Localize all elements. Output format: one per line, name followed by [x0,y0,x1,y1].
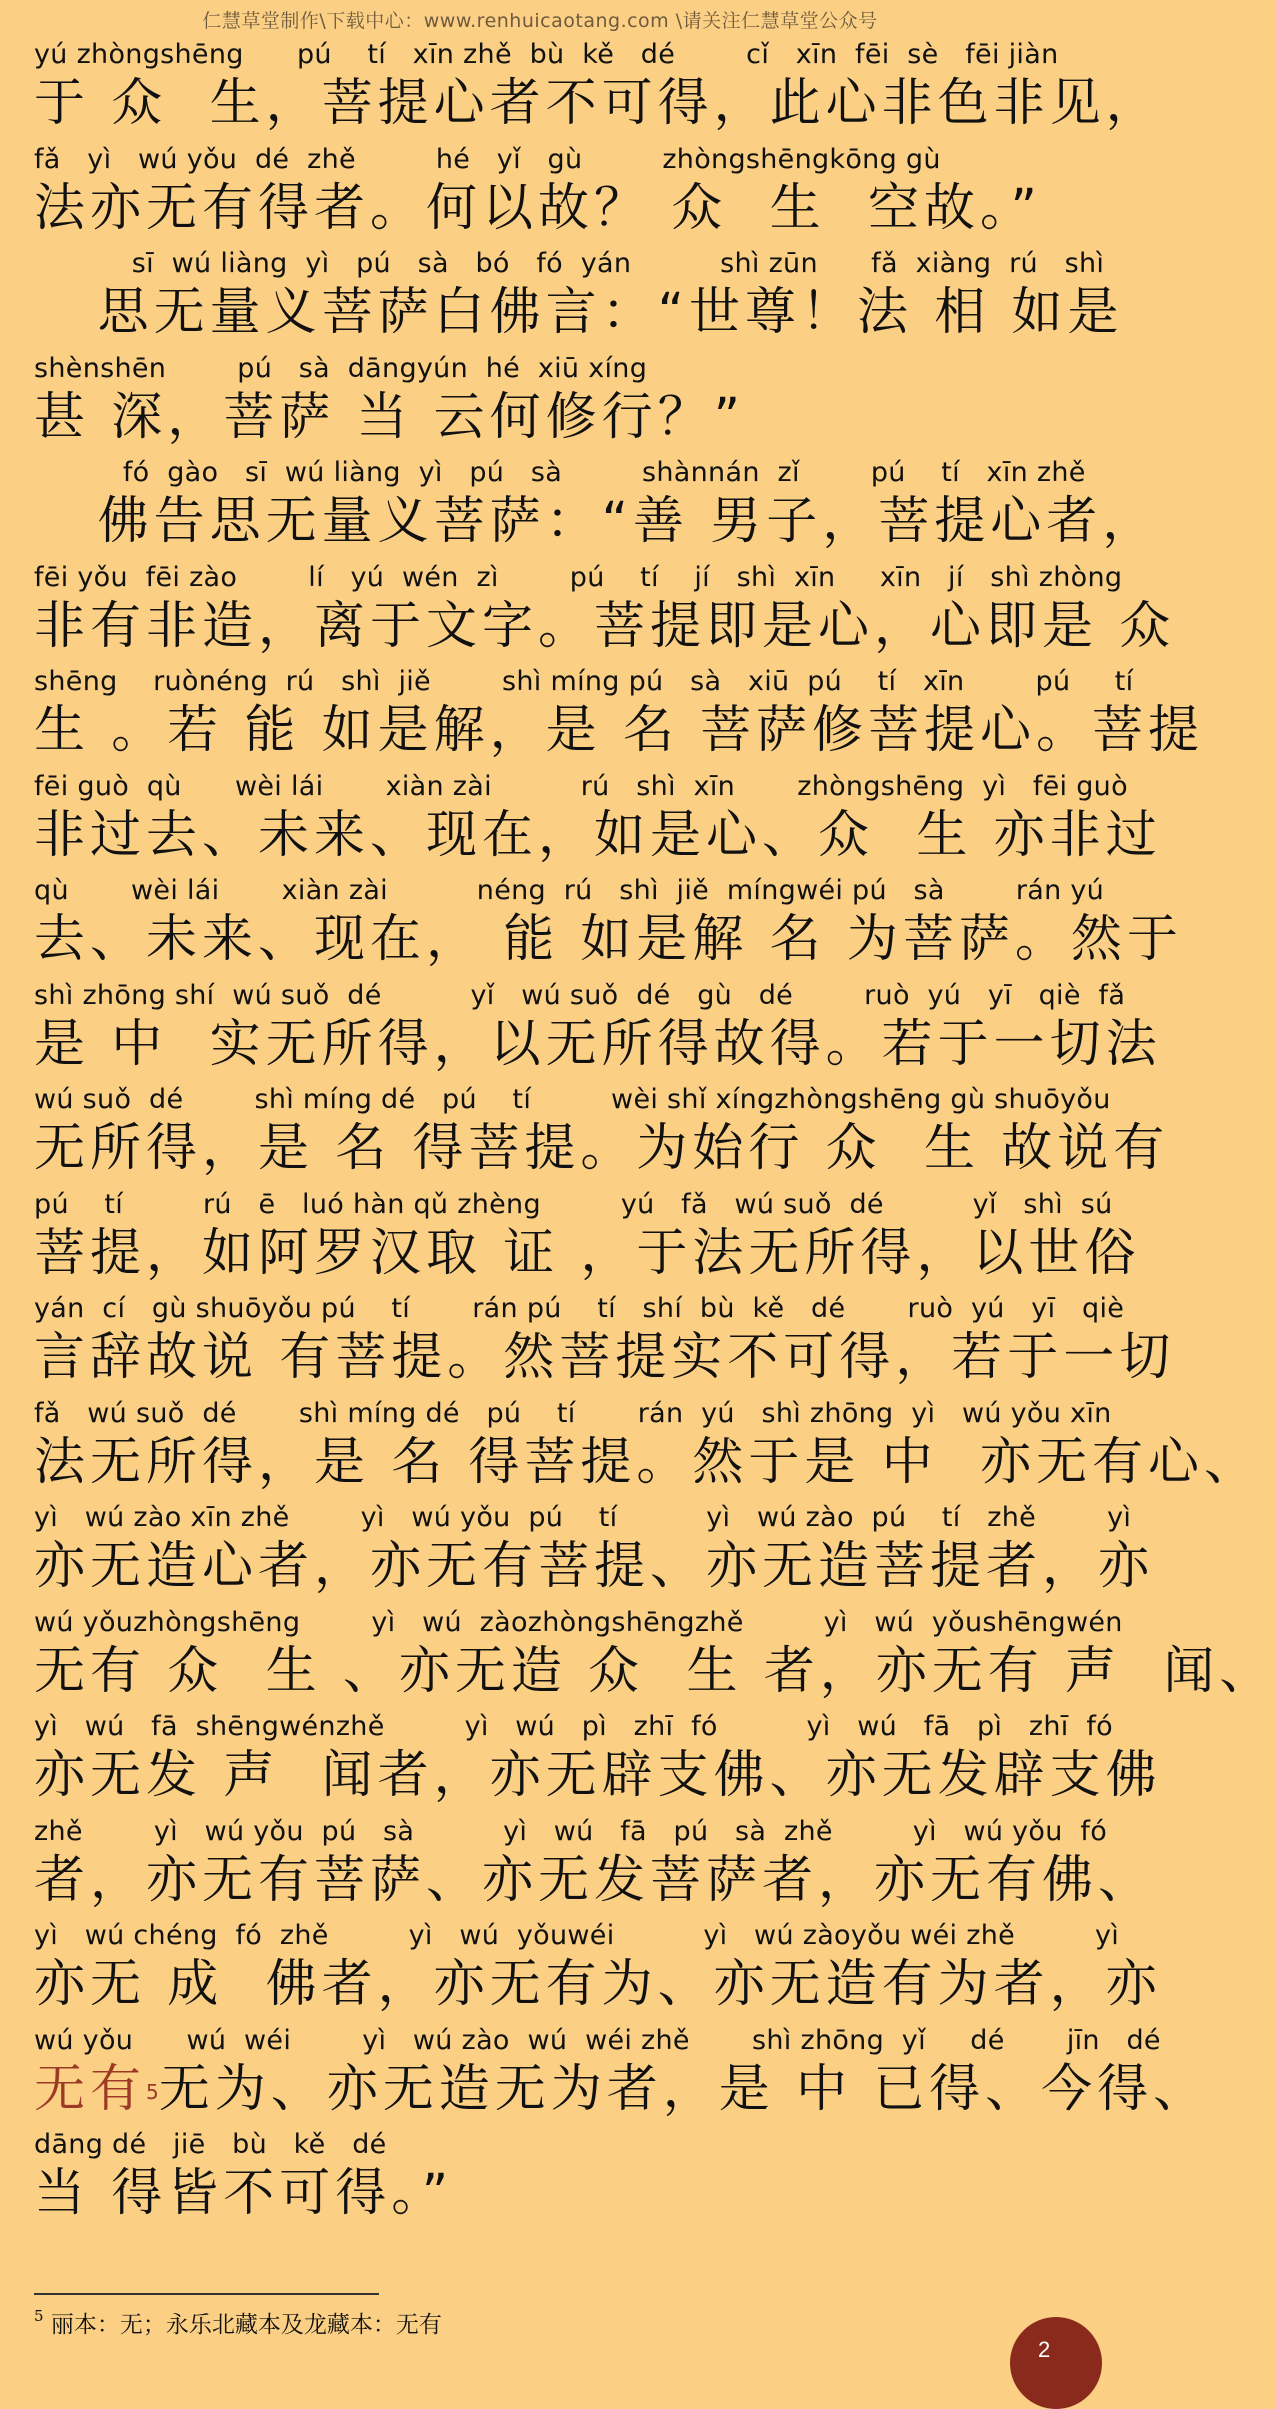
text-line [34,1397,1261,1502]
hanzi-line [34,1953,1162,2021]
hanzi-text: 亦无造心者，亦无有菩提、亦无造菩提者，亦 [34,1537,1155,1596]
download-header: 仁慧草堂制作\下载中心：www.renhuicaotang.com \请关注仁慧草堂公众号 [202,10,878,32]
text-line [34,143,1046,248]
hanzi-text: 甚 深，菩萨 当 云何修行？” [34,387,746,447]
text-line [34,665,1205,770]
pinyin-line: wú suǒ dé shì míng dé pú tí wèi shǐ xíngzhòngshēng gù shuōyǒu [34,1084,1111,1115]
text-line [34,979,1162,1084]
hanzi-line [34,1222,1141,1290]
hanzi-line [34,281,1124,349]
hanzi-text: 非有非造，离于文字。菩提即是心，心即是 众 [34,596,1176,656]
hanzi-text: 无有 众 生 、亦无造 众 生 者，亦无有 声 闻、 [34,1641,1275,1701]
hanzi-line [34,1535,1155,1603]
footnoted-text: 无有 [34,2059,147,2119]
text-line [34,247,1124,352]
pinyin-line: wú yǒu wú wéi yì wú zào wú wéi zhě shì zhōng yǐ dé jīn dé [34,2024,1161,2056]
text-line [34,456,1159,561]
footnote-ref[interactable]: 5 [146,2079,159,2104]
hanzi-text: 当 得皆不可得。” [34,2164,454,2223]
pinyin-line: qù wèi lái xiàn zài néng rú shì jiě míngwéi pú sà rán yú [34,875,1105,906]
pinyin-line: yì wú fā shēngwénzhě yì wú pì zhī fó yì wú fā pì zhī fó [34,1711,1113,1742]
footnote [34,2306,442,2339]
hanzi-line [34,1117,1170,1185]
hanzi-text: 非过去、未来、现在，如是心、众 生 亦非过 [34,805,1162,865]
hanzi-text: 菩提，如阿罗汉取 证 ，于法无所得，以世俗 [34,1223,1141,1283]
text-line [34,1083,1170,1188]
hanzi-line [34,595,1176,663]
hanzi-text: 生 。若 能 如是解，是 名 菩萨修菩提心。菩提 [34,701,1205,760]
text-line [34,352,1046,457]
hanzi-line [34,2162,1046,2230]
pinyin-line: sī wú liàng yì pú sà bó fó yán shì zūn fǎ xiàng rú shì [34,248,1105,279]
pinyin-line: wú yǒuzhòngshēng yì wú zàozhòngshēngzhě yì wú yǒushēngwén [34,1606,1123,1638]
pinyin-line: zhě yì wú yǒu pú sà yì wú fā pú sà zhě yì wú yǒu fó [34,1815,1108,1847]
hanzi-text: 法亦无有得者。何以故？ 众 生 空故。” [34,178,1042,238]
hanzi-line [34,1326,1176,1394]
pinyin-line: yán cí gù shuōyǒu pú tí rán pú tí shí bù kě dé ruò yú yī qiè [34,1293,1125,1324]
pinyin-line: dāng dé jiē bù kě dé [34,2129,387,2160]
hanzi-text: 亦无发 声 闻者，亦无辟支佛、亦无发辟支佛 [34,1746,1162,1805]
footnote-number: 5 [34,2307,44,2326]
hanzi-line [34,804,1162,872]
hanzi-line [34,908,1183,976]
hanzi-text: 者，亦无有菩萨、亦无发菩萨者，亦无有佛、 [34,1850,1155,1910]
hanzi-line [34,1849,1155,1917]
hanzi-line [34,490,1159,558]
hanzi-line [34,1640,1275,1708]
hanzi-line [34,1744,1162,1812]
scripture-text [34,38,1275,2233]
hanzi-line [34,699,1205,767]
hanzi-line [34,1431,1261,1499]
page-number: 2 [1038,2337,1051,2362]
hanzi-text: 亦无 成 佛者，亦无有为、亦无造有为者，亦 [34,1955,1162,2014]
hanzi-text: 是 中 实无所得，以无所得故得。若于一切法 [34,1014,1162,1074]
text-line [34,1188,1141,1293]
text-line [34,38,1162,143]
pinyin-line: shēng ruònéng rú shì jiě shì míng pú sà xiū pú tí xīn pú tí [34,666,1134,697]
hanzi-text: 言辞故说 有菩提。然菩提实不可得，若于一切 [34,1328,1176,1387]
hanzi-text: 佛告思无量义菩萨：“善 男子，菩提心者， [34,492,1159,551]
text-line [34,1815,1155,1920]
hanzi-text: 去、未来、现在， 能 如是解 名 为菩萨。然于 [34,910,1183,969]
pinyin-line: shènshēn pú sà dāngyún hé xiū xíng [34,352,648,384]
hanzi-line [34,1013,1162,1081]
text-line [34,770,1162,875]
text-line [34,1606,1275,1711]
hanzi-line [34,72,1162,140]
footnote-divider [34,2293,379,2295]
text-line [34,2024,1210,2129]
hanzi-text: 无所得，是 名 得菩提。为始行 众 生 故说有 [34,1119,1170,1178]
pinyin-line: fēi guò qù wèi lái xiàn zài rú shì xīn zhòngshēng yì fēi guò [34,770,1128,802]
hanzi-line [34,2058,1210,2126]
pinyin-line: shì zhōng shí wú suǒ dé yǐ wú suǒ dé gù dé ruò yú yī qiè fǎ [34,979,1126,1011]
page-number-badge [1010,2317,1102,2409]
pinyin-line: pú tí rú ē luó hàn qǔ zhèng yú fǎ wú suǒ dé yǐ shì sú [34,1188,1113,1220]
hanzi-text: 于 众 生，菩提心者不可得，此心非色非见， [34,74,1162,133]
pinyin-line: fǎ wú suǒ dé shì míng dé pú tí rán yú shì zhōng yì wú yǒu xīn [34,1397,1112,1429]
footnote-text: 丽本：无；永乐北藏本及龙藏本：无有 [50,2312,442,2338]
hanzi-text: 无为、亦无造无为者，是 中 已得、今得、 [158,2059,1210,2119]
pinyin-line: yì wú chéng fó zhě yì wú yǒuwéi yì wú zàoyǒu wéi zhě yì [34,1920,1120,1951]
text-line [34,1292,1176,1397]
text-line [34,1710,1162,1815]
text-line [34,874,1183,979]
text-line [34,1919,1162,2024]
pinyin-line: yú zhòngshēng pú tí xīn zhě bù kě dé cǐ xīn fēi sè fēi jiàn [34,39,1059,70]
pinyin-line: fēi yǒu fēi zào lí yú wén zì pú tí jí shì xīn xīn jí shì zhòng [34,561,1123,593]
hanzi-text: 法无所得，是 名 得菩提。然于是 中 亦无有心、 [34,1432,1261,1492]
hanzi-line [34,177,1046,245]
hanzi-text: 思无量义菩萨白佛言：“世尊！法 相 如是 [34,283,1124,342]
pinyin-line: fó gào sī wú liàng yì pú sà shànnán zǐ pú tí xīn zhě [34,457,1086,488]
pinyin-line: fǎ yì wú yǒu dé zhě hé yǐ gù zhòngshēngkōng gù [34,143,941,175]
text-line [34,1501,1155,1606]
hanzi-line [34,386,1046,454]
text-line [34,2128,1046,2233]
pinyin-line: yì wú zào xīn zhě yì wú yǒu pú tí yì wú zào pú tí zhě yì [34,1502,1132,1533]
text-line [34,561,1176,666]
